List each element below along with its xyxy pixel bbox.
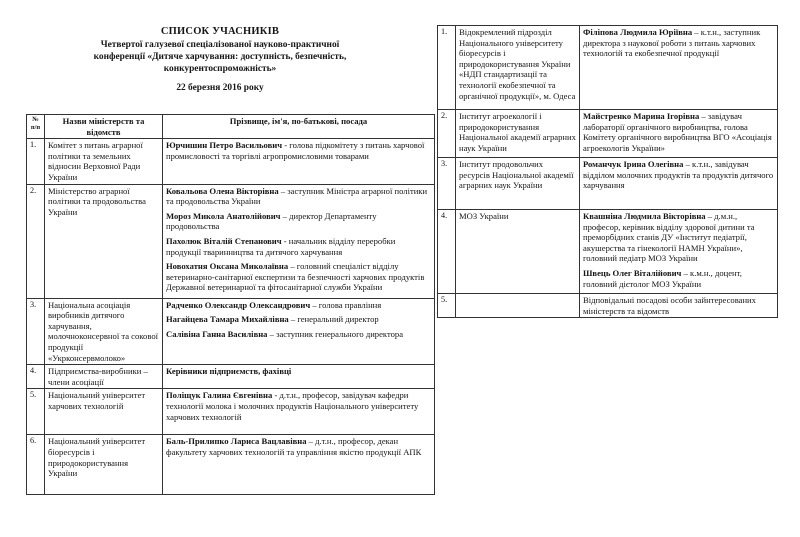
person-cell bbox=[580, 158, 778, 210]
person-name: Баль-Прилипко Лариса Вацлавівна bbox=[166, 436, 307, 447]
person-position: – заступник генерального директора bbox=[267, 328, 404, 339]
ministry-cell: Підприємства-виробники – члени асоціації bbox=[45, 365, 163, 389]
person-position: - д.т.н., професор, завідувач кафедри технології молока і молочних продуктів Національного університету харчових технологій bbox=[166, 390, 419, 422]
person-entry bbox=[583, 268, 774, 289]
person-cell bbox=[163, 365, 435, 389]
person-entry bbox=[166, 186, 431, 207]
person-position: – головний спеціаліст відділу ветеринарно-санітарної експертизи та безпечності харчових продуктів Державної ветеринарної та фітосанітарної служби України bbox=[166, 261, 425, 293]
row-number: 4. bbox=[27, 365, 45, 389]
document-date: 22 березня 2016 року bbox=[176, 83, 264, 93]
person-entry bbox=[583, 211, 774, 264]
table-row bbox=[27, 365, 435, 389]
person-position: - голова підкомітету з питань харчової промисловості та торгівлі агропромисловими товарами bbox=[166, 140, 425, 161]
person-entry bbox=[166, 300, 431, 311]
person-position: – д.м.н., професор, керівник відділу здорової дитини та преморбідних станів ДУ «Інститут педіатрії, акушерства та гінекології НАМН України», головний педіатр МОЗ України bbox=[583, 211, 755, 264]
table-row bbox=[27, 298, 435, 365]
person-name: Юрчишин Петро Васильович bbox=[166, 140, 283, 151]
ministry-cell: Інститут агроекології і природокористування Національної академії аграрних наук України bbox=[456, 110, 580, 158]
row-number: 2. bbox=[27, 184, 45, 298]
person-entry bbox=[583, 159, 774, 191]
person-cell bbox=[163, 435, 435, 495]
table-row bbox=[27, 389, 435, 435]
person-cell bbox=[163, 184, 435, 298]
ministry-cell: Комітет з питань аграрної політики та земельних відносин Верховної Ради України bbox=[45, 139, 163, 184]
participants-table-left bbox=[26, 114, 435, 495]
table-row bbox=[27, 435, 435, 495]
person-entry bbox=[166, 390, 431, 422]
ministry-cell: Національна асоціація виробників дитячого харчування, молочноконсервної та сокової продукції «Укрконсервмолоко» bbox=[45, 298, 163, 365]
person-entry bbox=[583, 111, 774, 153]
subtitle-line: конференції «Дитяче харчування: доступність, безпечність, bbox=[93, 52, 347, 62]
ministry-cell: Відокремлений підрозділ Національного університету біоресурсів і природокористування України «НДП стандартизації та технології екобезпечної та органічної продукції», м. Одеса bbox=[456, 26, 580, 110]
person-name: Мороз Микола Анатолійович bbox=[166, 210, 281, 221]
header-person: Прізвище, ім'я, по-батькові, посада bbox=[163, 115, 435, 139]
table-row bbox=[27, 184, 435, 298]
row-number: 2. bbox=[438, 110, 456, 158]
person-name: Майстренко Марина Ігорівна bbox=[583, 111, 700, 121]
faint-bleedthrough bbox=[470, 330, 770, 341]
person-entry bbox=[166, 329, 431, 340]
document-subtitle bbox=[24, 39, 416, 75]
document-title: СПИСОК УЧАСНИКІВ bbox=[160, 26, 280, 37]
person-name: Поліщук Галина Євгенівна bbox=[166, 390, 273, 401]
table-row bbox=[438, 26, 778, 110]
table-row bbox=[438, 210, 778, 294]
person-position: – д.т.н., професор, декан факультету харчових технологій та управління якістю продукції АПК bbox=[166, 436, 422, 457]
ministry-cell: Національний університет харчових технологій bbox=[45, 389, 163, 435]
person-name: Радченко Олександр Олександрович bbox=[166, 299, 311, 310]
table-row bbox=[438, 294, 778, 318]
person-position: – к.т.н., заступник директора з наукової роботи з питань харчових технологій та екобезпечної продукції bbox=[583, 27, 761, 59]
row-number: 5. bbox=[27, 389, 45, 435]
person-position: Відповідальні посадові особи зайнтересованих міністерств та відомств bbox=[583, 295, 756, 316]
person-entry bbox=[166, 261, 431, 293]
person-entry bbox=[583, 27, 774, 59]
person-entry bbox=[166, 211, 431, 232]
ministry-cell bbox=[456, 294, 580, 318]
subtitle-line: Четвертої галузевої спеціалізованої науково-практичної bbox=[100, 40, 340, 50]
row-number: 3. bbox=[27, 298, 45, 365]
table-row bbox=[438, 158, 778, 210]
person-position: – голова правління bbox=[310, 299, 382, 310]
table-row bbox=[438, 110, 778, 158]
participants-table-right bbox=[437, 25, 778, 318]
person-position: – заступник Міністра аграрної політики та продовольства України bbox=[166, 185, 428, 207]
person-name: Швець Олег Віталійович bbox=[583, 267, 682, 278]
ministry-cell: Національний університет біоресурсів і природокористування України bbox=[45, 435, 163, 495]
header-num: № п/п bbox=[27, 115, 45, 139]
person-entry bbox=[583, 295, 774, 316]
person-position: – генеральний директор bbox=[288, 314, 379, 325]
person-name: Філіпова Людмила Юріївна bbox=[583, 27, 693, 37]
document-header bbox=[24, 8, 416, 93]
person-entry bbox=[166, 236, 431, 257]
row-number: 1. bbox=[438, 26, 456, 110]
person-cell bbox=[163, 139, 435, 184]
person-position: – директор Департаменту продовольства bbox=[166, 210, 377, 232]
table-row bbox=[27, 139, 435, 184]
person-name: Керівники підприємств, фахівці bbox=[166, 366, 292, 377]
person-name: Пахолюк Віталій Степанович bbox=[166, 235, 282, 246]
person-cell bbox=[580, 294, 778, 318]
person-position: – к.т.н., завідувач відділом молочних продуктів та продуктів дитячого харчування bbox=[583, 159, 774, 191]
left-table-body bbox=[27, 139, 435, 495]
person-entry bbox=[166, 366, 431, 377]
row-number: 3. bbox=[438, 158, 456, 210]
right-table-body bbox=[438, 26, 778, 318]
ministry-cell: Міністерство аграрної політики та продовольства України bbox=[45, 184, 163, 298]
ministry-cell: МОЗ України bbox=[456, 210, 580, 294]
subtitle-line: конкурентоспроможність» bbox=[163, 64, 277, 74]
header-ministry: Назви міністерств та відомств bbox=[45, 115, 163, 139]
person-name: Нагайцева Тамара Михайлівна bbox=[166, 314, 289, 325]
person-name: Новохатня Оксана Миколаївна bbox=[166, 261, 289, 272]
person-cell bbox=[580, 26, 778, 110]
person-cell bbox=[580, 210, 778, 294]
person-cell bbox=[163, 298, 435, 365]
row-number: 6. bbox=[27, 435, 45, 495]
person-name: Ковальова Олена Вікторівна bbox=[166, 185, 279, 196]
person-position: - начальник відділу переробки продукції тваринництва та дитячого харчування bbox=[166, 235, 396, 257]
person-name: Квашніна Людмила Вікторівна bbox=[583, 211, 706, 221]
person-position: – к.м.н., доцент, головний дієтолог МОЗ України bbox=[583, 267, 742, 289]
person-entry bbox=[166, 314, 431, 325]
person-cell bbox=[580, 110, 778, 158]
person-name: Салівіна Ганна Василівна bbox=[166, 328, 268, 339]
row-number: 1. bbox=[27, 139, 45, 184]
row-number: 5. bbox=[438, 294, 456, 318]
row-number: 4. bbox=[438, 210, 456, 294]
person-entry bbox=[166, 436, 431, 457]
person-name: Романчук Ірина Олегівна bbox=[583, 159, 684, 169]
ministry-cell: Інститут продовольчих ресурсів Національної академії аграрних наук України bbox=[456, 158, 580, 210]
person-position: – завідувач лабораторії органічного виробництва, голова Комітету органічного виробництва ВГО «Асоціація агроекологів України» bbox=[583, 111, 772, 153]
person-cell bbox=[163, 389, 435, 435]
person-entry bbox=[166, 140, 431, 161]
